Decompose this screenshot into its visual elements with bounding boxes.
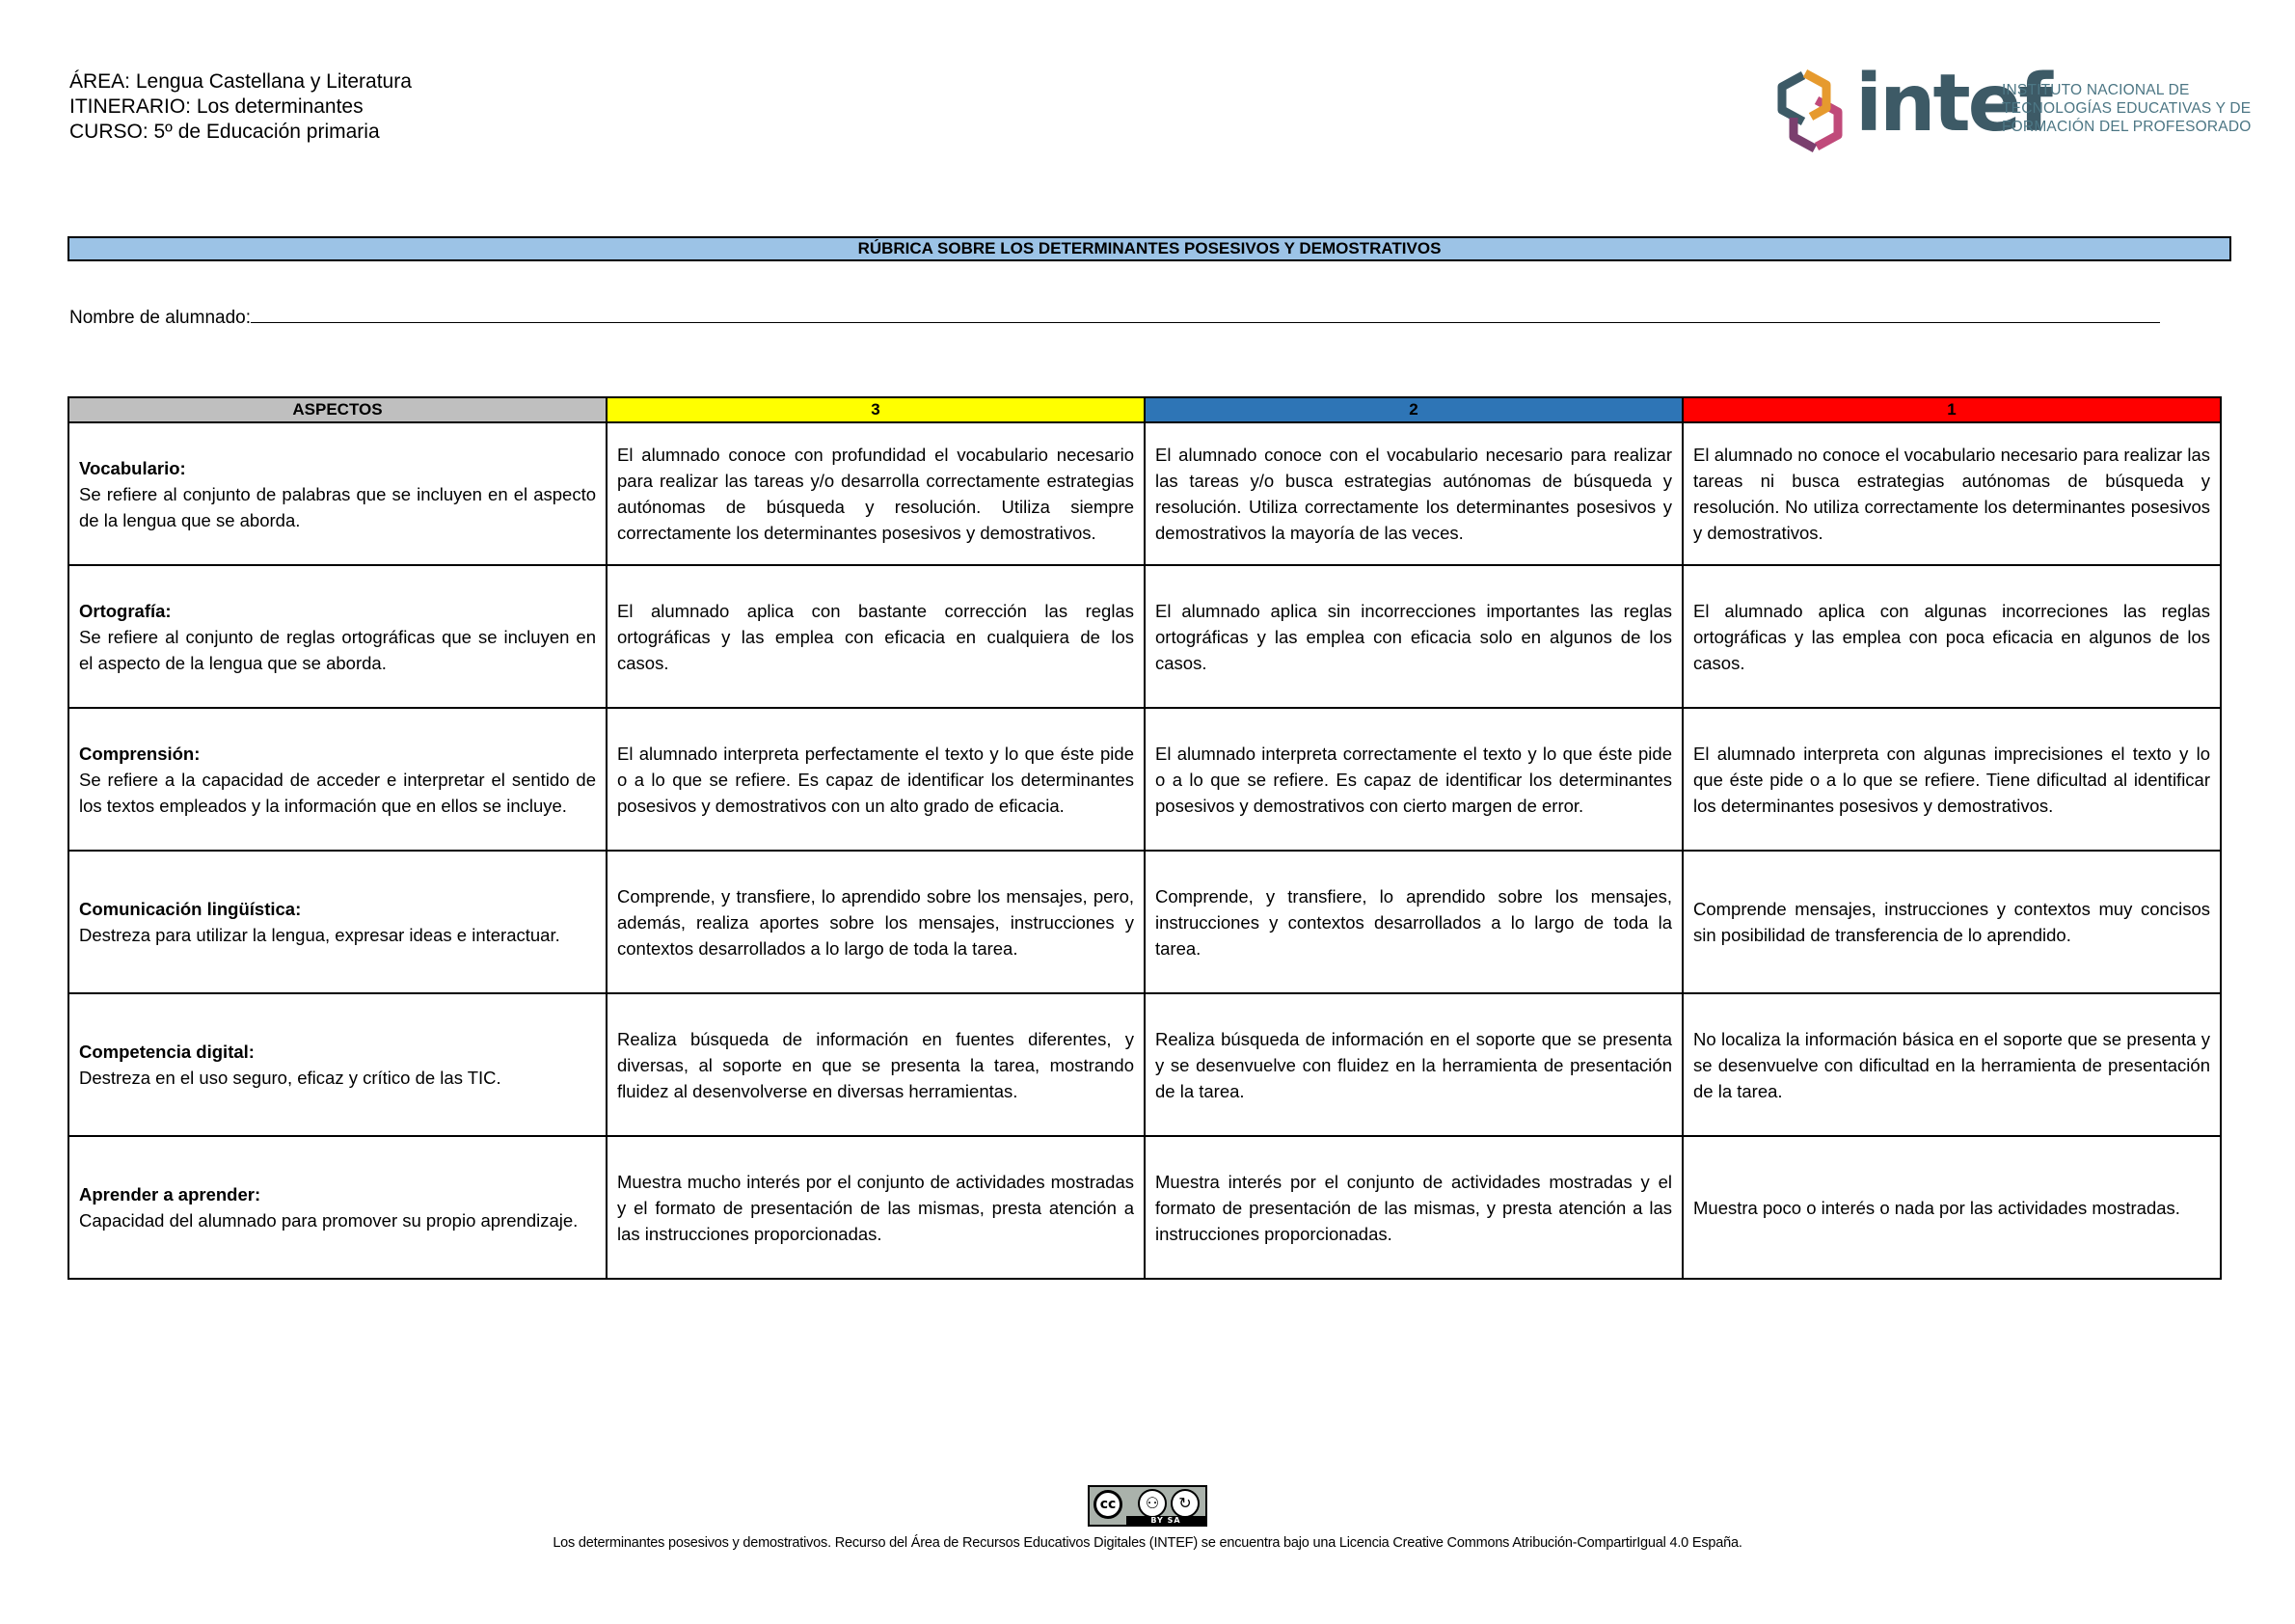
level-2-cell: Realiza búsqueda de información en el soporte que se presenta y se desenvuelve con fluidez en la herramienta de presentación de la tarea. bbox=[1145, 993, 1683, 1136]
level-1-cell: Muestra poco o interés o nada por las actividades mostradas. bbox=[1683, 1136, 2221, 1279]
aspect-name: Ortografía: bbox=[79, 600, 172, 621]
cc-badge-text: BY SA bbox=[1126, 1516, 1205, 1525]
level-1-cell: El alumnado aplica con algunas incorreciones las reglas ortográficas y las emplea con poca eficacia en algunos de los casos. bbox=[1683, 565, 2221, 708]
share-alike-icon: ↻ bbox=[1171, 1489, 1200, 1518]
aspect-cell bbox=[68, 565, 607, 708]
aspect-cell bbox=[68, 851, 607, 993]
area-label: ÁREA: Lengua Castellana y Literatura bbox=[69, 70, 412, 93]
level-3-cell: Comprende, y transfiere, lo aprendido sobre los mensajes, pero, además, realiza aportes sobre los mensajes, instrucciones y contextos desarrollados a lo largo de toda la tarea. bbox=[607, 851, 1145, 993]
level-1-cell: El alumnado no conoce el vocabulario necesario para realizar las tareas ni busca estrategias autónomas de búsqueda y resolución. No utiliza correctamente los determinantes posesivos y demostrativos. bbox=[1683, 422, 2221, 565]
aspect-description: Capacidad del alumnado para promover su propio aprendizaje. bbox=[79, 1210, 579, 1231]
intef-subtitle-line1: INSTITUTO NACIONAL DE bbox=[2002, 82, 2190, 98]
aspect-description: Destreza para utilizar la lengua, expresar ideas e interactuar. bbox=[79, 925, 560, 945]
level-2-cell: Muestra interés por el conjunto de actividades mostradas y el formato de presentación de las mismas, y presta atención a las instrucciones proporcionadas. bbox=[1145, 1136, 1683, 1279]
header-aspectos: ASPECTOS bbox=[68, 397, 607, 422]
student-name-line[interactable] bbox=[251, 307, 2160, 323]
level-3-cell: Realiza búsqueda de información en fuentes diferentes, y diversas, al soporte en que se presenta la tarea, mostrando fluidez al desenvolverse en diversas herramientas. bbox=[607, 993, 1145, 1136]
student-name-field bbox=[69, 307, 2233, 329]
aspect-name: Comprensión: bbox=[79, 743, 201, 764]
level-2-cell: El alumnado interpreta correctamente el texto y lo que éste pide o a lo que se refiere. Es capaz de identificar los determinantes posesivos y demostrativos con cierto margen de error. bbox=[1145, 708, 1683, 851]
aspect-description: Se refiere a la capacidad de acceder e interpretar el sentido de los textos empleados y la información que en ellos se incluye. bbox=[79, 769, 596, 816]
aspect-name: Vocabulario: bbox=[79, 457, 186, 478]
level-3-cell: Muestra mucho interés por el conjunto de actividades mostradas y el formato de presentación de las mismas, presta atención a las instrucciones proporcionadas. bbox=[607, 1136, 1145, 1279]
level-3-cell: El alumnado interpreta perfectamente el texto y lo que éste pide o a lo que se refiere. Es capaz de identificar los determinantes posesivos y demostrativos con un alto grado de eficacia. bbox=[607, 708, 1145, 851]
level-3-cell: El alumnado aplica con bastante corrección las reglas ortográficas y las emplea con eficacia en cualquiera de los casos. bbox=[607, 565, 1145, 708]
table-row bbox=[68, 565, 2221, 708]
level-2-cell: El alumnado aplica sin incorrecciones importantes las reglas ortográficas y las emplea con eficacia solo en algunos de los casos. bbox=[1145, 565, 1683, 708]
license-footer bbox=[0, 1485, 2295, 1551]
intef-logo-icon bbox=[1767, 66, 1853, 156]
aspect-description: Se refiere al conjunto de reglas ortográficas que se incluyen en el aspecto de la lengua que se aborda. bbox=[79, 626, 596, 673]
table-row bbox=[68, 708, 2221, 851]
itinerario-label: ITINERARIO: Los determinantes bbox=[69, 95, 364, 118]
document-header bbox=[69, 69, 412, 145]
aspect-description: Destreza en el uso seguro, eficaz y crítico de las TIC. bbox=[79, 1068, 501, 1088]
level-1-cell: Comprende mensajes, instrucciones y contextos muy concisos sin posibilidad de transferencia de lo aprendido. bbox=[1683, 851, 2221, 993]
table-row bbox=[68, 1136, 2221, 1279]
table-row bbox=[68, 422, 2221, 565]
aspect-cell bbox=[68, 993, 607, 1136]
student-name-label: Nombre de alumnado: bbox=[69, 308, 251, 328]
intef-subtitle-line2: TECNOLOGÍAS EDUCATIVAS Y DE bbox=[2002, 100, 2252, 117]
table-row bbox=[68, 993, 2221, 1136]
license-text: Los determinantes posesivos y demostrativos. Recurso del Área de Recursos Educativos Digitales (INTEF) se encuentra bajo una Licencia Creative Commons Atribución-CompartirIgual 4.0 España. bbox=[553, 1535, 1742, 1551]
aspect-name: Aprender a aprender: bbox=[79, 1184, 261, 1204]
header-level-3: 3 bbox=[607, 397, 1145, 422]
level-1-cell: El alumnado interpreta con algunas imprecisiones el texto y lo que éste pide o a lo que se refiere. Tiene dificultad al identificar los determinantes posesivos y demostrativos. bbox=[1683, 708, 2221, 851]
attribution-icon: ⚇ bbox=[1138, 1489, 1167, 1518]
level-2-cell: Comprende, y transfiere, lo aprendido sobre los mensajes, instrucciones y contextos desarrollados a lo largo de toda la tarea. bbox=[1145, 851, 1683, 993]
intef-subtitle-line3: FORMACIÓN DEL PROFESORADO bbox=[2002, 119, 2252, 135]
table-row bbox=[68, 851, 2221, 993]
level-3-cell: El alumnado conoce con profundidad el vocabulario necesario para realizar las tareas y/o desarrolla correctamente estrategias autónomas de búsqueda y resolución. Utiliza siempre correctamente los determinantes posesivos y demostrativos. bbox=[607, 422, 1145, 565]
aspect-cell bbox=[68, 1136, 607, 1279]
rubric-table bbox=[68, 396, 2222, 1280]
rubric-title: RÚBRICA SOBRE LOS DETERMINANTES POSESIVOS Y DEMOSTRATIVOS bbox=[68, 236, 2231, 261]
aspect-description: Se refiere al conjunto de palabras que se incluyen en el aspecto de la lengua que se aborda. bbox=[79, 483, 596, 530]
intef-logo bbox=[1767, 58, 2252, 158]
curso-label: CURSO: 5º de Educación primaria bbox=[69, 121, 380, 143]
intef-subtitle bbox=[2002, 81, 2251, 136]
cc-icon: cc bbox=[1094, 1490, 1122, 1519]
aspect-name: Competencia digital: bbox=[79, 1042, 255, 1062]
table-header-row bbox=[68, 397, 2221, 422]
aspect-name: Comunicación lingüística: bbox=[79, 899, 302, 919]
level-1-cell: No localiza la información básica en el soporte que se presenta y se desenvuelve con dificultad en la herramienta de presentación de la tarea. bbox=[1683, 993, 2221, 1136]
intef-wordmark: intef bbox=[1855, 58, 2050, 149]
header-level-2: 2 bbox=[1145, 397, 1683, 422]
aspect-cell bbox=[68, 422, 607, 565]
level-2-cell: El alumnado conoce con el vocabulario necesario para realizar las tareas y/o busca estrategias autónomas de búsqueda y resolución. Utiliza correctamente los determinantes posesivos y demostrativos la mayoría de las veces. bbox=[1145, 422, 1683, 565]
creative-commons-badge[interactable] bbox=[1088, 1485, 1207, 1527]
aspect-cell bbox=[68, 708, 607, 851]
header-level-1: 1 bbox=[1683, 397, 2221, 422]
